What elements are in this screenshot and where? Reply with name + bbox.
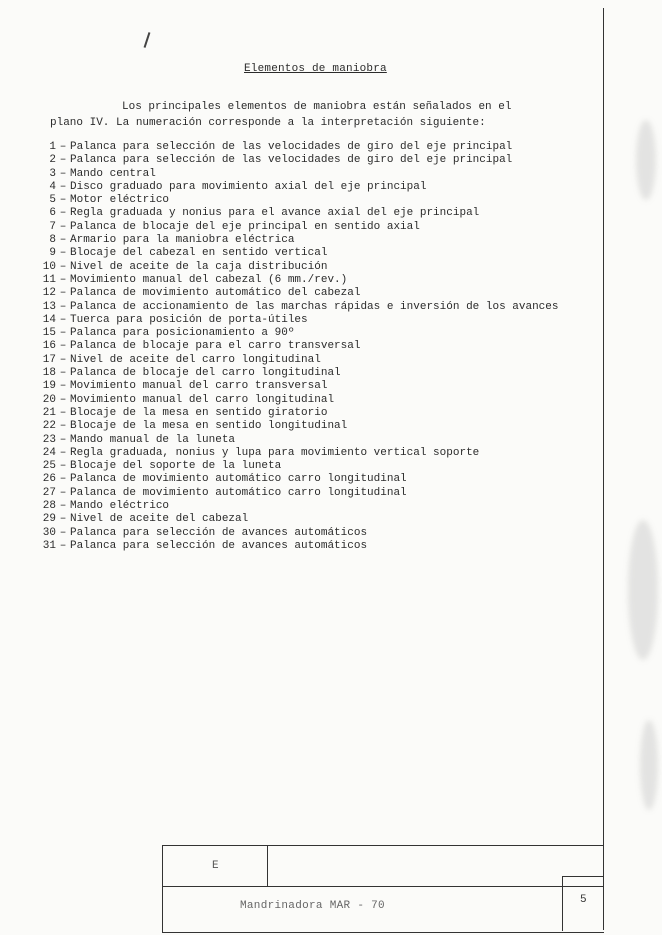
page-number: 5 (580, 894, 587, 906)
item-dash: – (59, 340, 67, 353)
item-dash: – (59, 500, 67, 513)
item-number: 28 (42, 500, 56, 513)
item-dash: – (59, 194, 67, 207)
item-text: Palanca para selección de avances automáticos (70, 539, 368, 552)
item-dash: – (59, 167, 67, 180)
item-number: 29 (42, 513, 56, 526)
item-text: Blocaje de la mesa en sentido giratorio (70, 406, 328, 419)
list-item (34, 487, 574, 500)
item-text: Palanca de movimiento automático del cabezal (70, 287, 361, 300)
intro-paragraph (50, 99, 560, 131)
item-text: Regla graduada, nonius y lupa para movimiento vertical soporte (70, 446, 480, 459)
item-number: 22 (42, 420, 56, 433)
item-dash: – (59, 433, 67, 446)
item-dash: – (59, 446, 67, 459)
item-text: Blocaje del soporte de la luneta (70, 460, 282, 473)
item-dash: – (59, 367, 67, 380)
item-dash: – (59, 313, 67, 326)
document-title: Elementos de maniobra (244, 63, 387, 75)
list-item (34, 314, 574, 327)
item-number: 8 (49, 234, 56, 247)
intro-line: plano IV. La numeración corresponde a la interpretación siguiente: (50, 117, 486, 129)
item-number: 7 (49, 220, 56, 233)
item-dash: – (59, 287, 67, 300)
item-number: 26 (42, 473, 56, 486)
item-dash: – (59, 420, 67, 433)
item-dash: – (59, 247, 67, 260)
list-item (34, 500, 574, 513)
item-dash: – (59, 327, 67, 340)
item-text: Armario para la maniobra eléctrica (70, 234, 295, 247)
item-dash: – (59, 473, 67, 486)
list-item (34, 141, 574, 154)
item-number: 20 (42, 393, 56, 406)
item-dash: – (59, 406, 67, 419)
item-dash: – (59, 234, 67, 247)
item-dash: – (59, 486, 67, 499)
list-item (34, 340, 574, 353)
title-block-divider (562, 876, 603, 877)
list-item (34, 181, 574, 194)
item-number: 12 (42, 287, 56, 300)
title-block-divider (162, 886, 603, 887)
item-dash: – (59, 154, 67, 167)
item-text: Palanca de blocaje del carro longitudinal (70, 367, 341, 380)
title-block-divider (267, 845, 268, 886)
list-item (34, 394, 574, 407)
scan-smudge (628, 520, 658, 660)
list-item (34, 354, 574, 367)
title-block-mark: E (212, 860, 219, 872)
item-number: 1 (49, 141, 56, 153)
item-text: Disco graduado para movimiento axial del eje principal (70, 180, 427, 193)
item-dash: – (59, 180, 67, 193)
item-number: 18 (42, 367, 56, 380)
item-number: 30 (42, 526, 56, 539)
item-dash: – (59, 539, 67, 552)
item-text: Mando manual de la luneta (70, 433, 236, 446)
scan-smudge (636, 120, 656, 200)
list-item (34, 234, 574, 247)
item-dash: – (59, 273, 67, 286)
item-number: 17 (42, 353, 56, 366)
item-number: 27 (42, 486, 56, 499)
title-block-divider (562, 876, 563, 931)
list-item (34, 447, 574, 460)
item-text: Palanca de blocaje para el carro transversal (70, 340, 361, 353)
item-dash: – (59, 526, 67, 539)
scan-smudge (640, 720, 658, 810)
list-item (34, 301, 574, 314)
item-number: 21 (42, 406, 56, 419)
item-text: Tuerca para posición de porta-útiles (70, 313, 308, 326)
page-frame-line (603, 8, 604, 930)
item-text: Mando eléctrico (70, 500, 170, 513)
item-number: 25 (42, 460, 56, 473)
item-text: Movimiento manual del cabezal (6 mm./rev.) (70, 273, 348, 286)
item-text: Palanca para selección de las velocidades de giro del eje principal (70, 154, 513, 167)
intro-line: Los principales elementos de maniobra están señalados en el (122, 101, 512, 113)
item-dash: – (59, 141, 67, 153)
list-item (34, 540, 574, 553)
list-item (34, 327, 574, 340)
item-number: 3 (49, 167, 56, 180)
list-item (34, 207, 574, 220)
list-item (34, 527, 574, 540)
item-number: 23 (42, 433, 56, 446)
item-text: Palanca para selección de avances automáticos (70, 526, 368, 539)
list-item (34, 473, 574, 486)
list-item (34, 460, 574, 473)
item-dash: – (59, 220, 67, 233)
item-number: 15 (42, 327, 56, 340)
list-item (34, 261, 574, 274)
item-text: Blocaje del cabezal en sentido vertical (70, 247, 328, 260)
item-number: 10 (42, 260, 56, 273)
item-dash: – (59, 207, 67, 220)
item-text: Palanca para selección de las velocidades de giro del eje principal (70, 141, 513, 153)
item-dash: – (59, 460, 67, 473)
item-number: 11 (42, 273, 56, 286)
list-item (34, 168, 574, 181)
item-dash: – (59, 380, 67, 393)
item-number: 31 (42, 539, 56, 552)
item-text: Movimiento manual del carro longitudinal (70, 393, 335, 406)
item-dash: – (59, 513, 67, 526)
item-text: Palanca de accionamiento de las marchas rápidas e inversión de los avances (70, 300, 559, 313)
list-item (34, 194, 574, 207)
item-number: 9 (49, 247, 56, 260)
item-text: Motor eléctrico (70, 194, 170, 207)
item-number: 4 (49, 180, 56, 193)
item-text: Palanca de blocaje del eje principal en sentido axial (70, 220, 420, 233)
list-item (34, 420, 574, 433)
item-text: Nivel de aceite del cabezal (70, 513, 249, 526)
item-text: Blocaje de la mesa en sentido longitudinal (70, 420, 348, 433)
title-block (162, 845, 604, 933)
list-item (34, 407, 574, 420)
item-text: Nivel de aceite del carro longitudinal (70, 353, 321, 366)
list-item (34, 434, 574, 447)
list-item (34, 287, 574, 300)
item-number: 24 (42, 446, 56, 459)
list-item (34, 380, 574, 393)
list-item (34, 513, 574, 526)
item-number: 16 (42, 340, 56, 353)
list-item (34, 274, 574, 287)
item-number: 2 (49, 154, 56, 167)
item-number: 6 (49, 207, 56, 220)
title-block-caption: Mandrinadora MAR - 70 (240, 900, 385, 912)
item-dash: – (59, 393, 67, 406)
item-number: 5 (49, 194, 56, 207)
item-text: Mando central (70, 167, 156, 180)
item-number: 19 (42, 380, 56, 393)
pen-mark (144, 32, 151, 48)
item-number: 14 (42, 313, 56, 326)
item-text: Regla graduada y nonius para el avance axial del eje principal (70, 207, 480, 220)
item-text: Palanca de movimiento automático carro longitudinal (70, 473, 407, 486)
item-text: Movimiento manual del carro transversal (70, 380, 328, 393)
item-dash: – (59, 260, 67, 273)
item-text: Nivel de aceite de la caja distribución (70, 260, 328, 273)
item-number: 13 (42, 300, 56, 313)
item-text: Palanca para posicionamiento a 90º (70, 327, 295, 340)
item-dash: – (59, 353, 67, 366)
item-dash: – (59, 300, 67, 313)
list-item (34, 367, 574, 380)
list-item (34, 154, 574, 167)
item-text: Palanca de movimiento automático carro longitudinal (70, 486, 407, 499)
list-item (34, 221, 574, 234)
item-list (34, 141, 574, 553)
list-item (34, 247, 574, 260)
